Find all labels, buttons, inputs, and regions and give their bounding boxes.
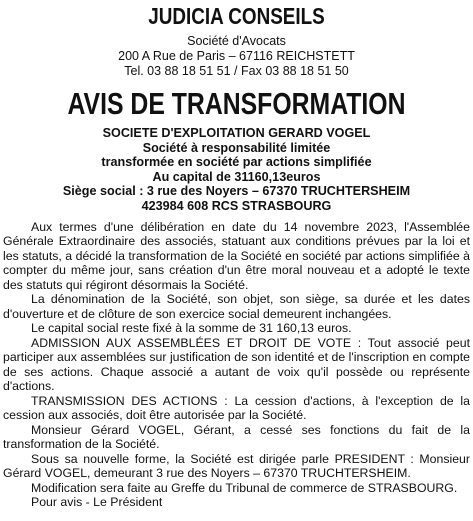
firm-phone-fax: Tel. 03 88 18 51 51 / Fax 03 88 18 51 50 — [124, 64, 349, 78]
paragraph-greffe: Modification sera faite au Greffe du Tribunal de commerce de STRASBOURG. — [31, 480, 458, 495]
paragraph-gerant: Monsieur Gérard VOGEL, Gérant, a cessé ses fonctions du fait de la transformation de la Société. — [3, 422, 470, 452]
firm-header — [3, 4, 470, 79]
company-transformed: transformée en société par actions simplifiée — [101, 155, 372, 170]
paragraph-capital: Le capital social reste fixé à la somme de 31 160,13 euros. — [31, 321, 352, 336]
legal-notice — [0, 4, 473, 521]
paragraph-deliberation: Aux termes d'une délibération en date du 14 novembre 2023, l'Assemblée Générale Extraordinaire des associés, statuant aux conditions prévues par la loi et les statuts, a décidé la transformation de la Société en société par actions simplifiée à compter du même jour, sans création d'un être moral nouveau et a adopté le texte des statuts qui régiront désormais la Société. — [3, 219, 470, 292]
paragraph-admission: ADMISSION AUX ASSEMBLÉES ET DROIT DE VOTE : Tout associé peut participer aux assemblées sur justification de son identité et de l'inscription en compte de ses actions. Chaque associé a autant de voix qu'il possède ou représente d'actions. — [3, 335, 470, 394]
company-name: SOCIETE D'EXPLOITATION GERARD VOGEL — [102, 126, 371, 140]
firm-type: Société d'Avocats — [187, 34, 286, 48]
company-form: Société à responsabilité limitée — [142, 140, 331, 155]
notice-title: AVIS DE TRANSFORMATION — [67, 86, 406, 121]
company-block — [3, 126, 470, 214]
paragraph-signature: Pour avis - Le Président — [31, 495, 163, 510]
company-seat: Siège social : 3 rue des Noyers – 67370 TRUCHTERSHEIM — [62, 184, 411, 199]
paragraph-president: Sous sa nouvelle forme, la Société est dirigée parle PRESIDENT : Monsieur Gérard VOGEL, demeurant 3 rue des Noyers – 67370 TRUCHTERSHEIM. — [3, 451, 470, 481]
firm-name: JUDICIA CONSEILS — [148, 3, 325, 29]
firm-address: 200 A Rue de Paris – 67116 REICHSTETT — [118, 49, 355, 63]
paragraph-unchanged: La dénomination de la Société, son objet, son siège, sa durée et les dates d'ouverture et de clôture de son exercice social demeurent inchangées. — [3, 292, 470, 321]
paragraph-transmission: TRANSMISSION DES ACTIONS : La cession d'actions, à l'exception de la cession aux associés, doit être autorisée par la Société. — [3, 393, 470, 423]
notice-body — [3, 220, 470, 510]
company-rcs: 423984 608 RCS STRASBOURG — [141, 198, 332, 213]
company-capital: Au capital de 31160,13euros — [152, 169, 321, 184]
